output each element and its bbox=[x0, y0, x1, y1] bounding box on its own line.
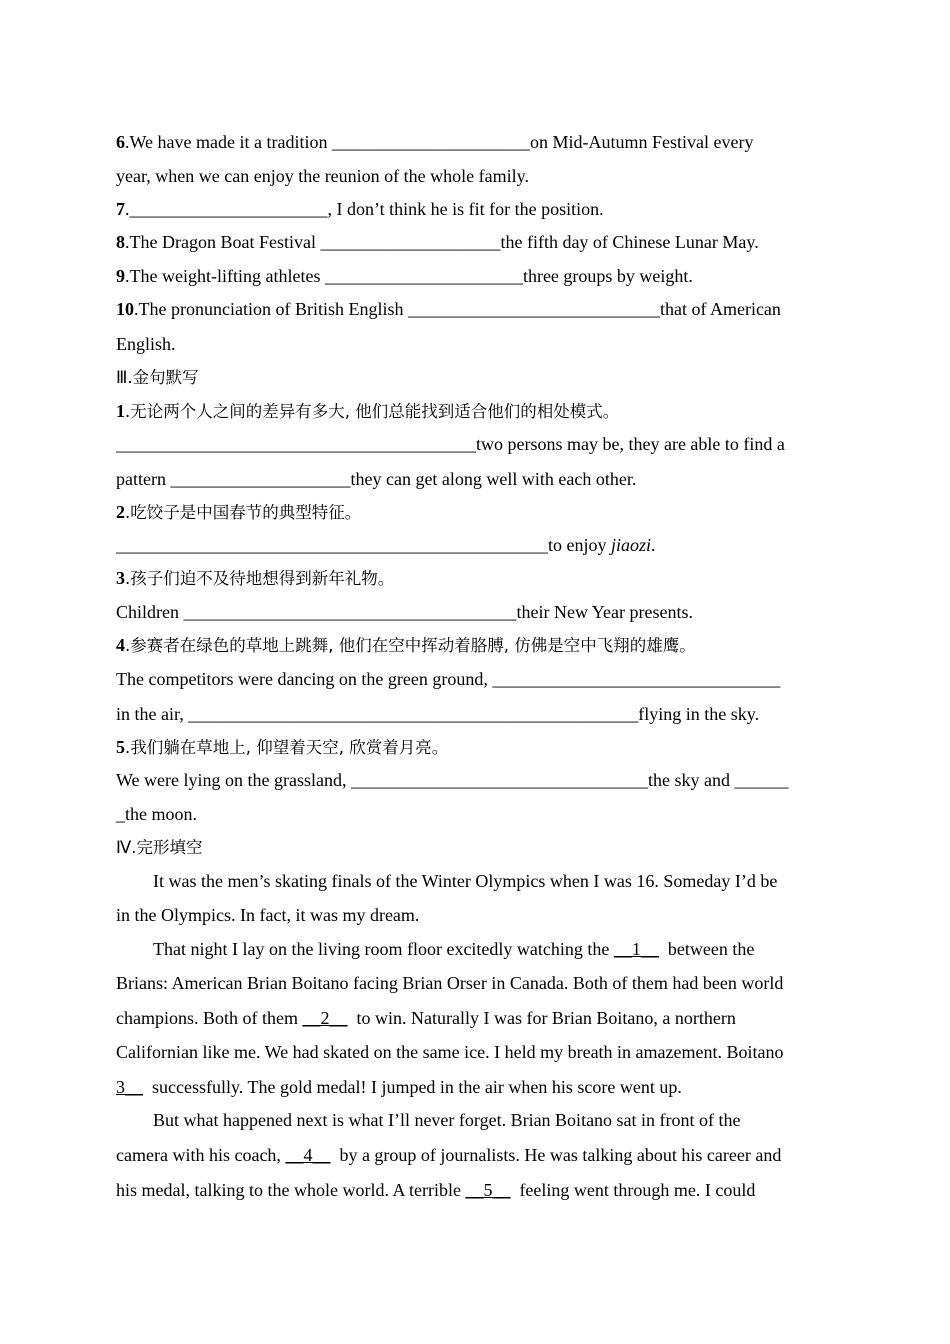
sentence-1-english-line-2: pattern ____________________they can get along well with each other. bbox=[116, 469, 637, 489]
question-7 bbox=[116, 198, 604, 220]
chinese-prompt: .无论两个人之间的差异有多大, 他们总能找到适合他们的相处模式。 bbox=[125, 402, 620, 421]
sentence-5-chinese bbox=[116, 736, 448, 759]
sentence-3-chinese bbox=[116, 567, 394, 590]
passage-text: feeling went through me. I could bbox=[510, 1180, 756, 1200]
sentence-5-english-line-1: We were lying on the grassland, _________________________________the sky and ______ bbox=[116, 770, 789, 790]
passage-text: successfully. The gold medal! I jumped in the air when his score went up. bbox=[143, 1077, 682, 1097]
sentence-number: 3 bbox=[116, 568, 125, 588]
question-number: 8 bbox=[116, 232, 125, 252]
english-text: ________________________________________________to enjoy bbox=[116, 535, 611, 555]
sentence-4-english-line-2: in the air, __________________________________________________flying in the sky. bbox=[116, 704, 760, 724]
sentence-4-chinese bbox=[116, 634, 696, 657]
question-10-line-1 bbox=[116, 298, 781, 320]
sentence-4-english-line-1: The competitors were dancing on the green ground, ________________________________ bbox=[116, 669, 781, 689]
sentence-number: 1 bbox=[116, 401, 125, 421]
sentence-2-english bbox=[116, 534, 656, 556]
question-text: .______________________, I don’t think he is fit for the position. bbox=[125, 199, 604, 219]
passage-p3-line-2 bbox=[116, 1144, 781, 1166]
question-number: 9 bbox=[116, 266, 125, 286]
passage-p3-line-3 bbox=[116, 1179, 755, 1201]
question-text: .The Dragon Boat Festival ____________________the fifth day of Chinese Lunar May. bbox=[125, 232, 759, 252]
section-3-heading: Ⅲ.金句默写 bbox=[116, 368, 199, 387]
blank-5: __5__ bbox=[465, 1180, 511, 1200]
passage-p1-line-1: It was the men’s skating finals of the Winter Olympics when I was 16. Someday I’d be bbox=[153, 871, 778, 891]
passage-p2-line-5 bbox=[116, 1076, 682, 1098]
chinese-prompt: .孩子们迫不及待地想得到新年礼物。 bbox=[125, 569, 395, 588]
chinese-prompt: .我们躺在草地上, 仰望着天空, 欣赏着月亮。 bbox=[125, 738, 449, 757]
passage-text: between the bbox=[658, 939, 755, 959]
sentence-1-chinese bbox=[116, 400, 619, 423]
section-4-heading: Ⅳ.完形填空 bbox=[116, 838, 203, 857]
italic-word: jiaozi bbox=[611, 535, 652, 555]
sentence-5-english-line-2: _the moon. bbox=[116, 804, 197, 824]
passage-p2-line-3 bbox=[116, 1007, 736, 1029]
question-8 bbox=[116, 231, 759, 253]
passage-p2-line-2: Brians: American Brian Boitano facing Brian Orser in Canada. Both of them had been world bbox=[116, 973, 784, 993]
blank-2: __2__ bbox=[302, 1008, 348, 1028]
sentence-2-chinese bbox=[116, 501, 361, 524]
blank-1: __1__ bbox=[613, 939, 659, 959]
blank-4: __4__ bbox=[285, 1145, 331, 1165]
punctuation: . bbox=[651, 535, 656, 555]
chinese-prompt: .吃饺子是中国春节的典型特征。 bbox=[125, 503, 362, 522]
passage-text: by a group of journalists. He was talking about his career and bbox=[330, 1145, 782, 1165]
sentence-number: 2 bbox=[116, 502, 125, 522]
blank-3: 3__ bbox=[116, 1077, 143, 1097]
question-number: 6 bbox=[116, 132, 125, 152]
question-6-line-1 bbox=[116, 131, 753, 153]
question-10-line-2: English. bbox=[116, 334, 176, 354]
sentence-number: 5 bbox=[116, 737, 125, 757]
question-number: 7 bbox=[116, 199, 125, 219]
question-text: .The pronunciation of British English ____________________________that of American bbox=[134, 299, 781, 319]
passage-text: camera with his coach, bbox=[116, 1145, 286, 1165]
sentence-1-english-line-1: ________________________________________two persons may be, they are able to find a bbox=[116, 434, 785, 454]
question-9 bbox=[116, 265, 693, 287]
sentence-3-english: Children _____________________________________their New Year presents. bbox=[116, 602, 693, 622]
sentence-number: 4 bbox=[116, 635, 125, 655]
passage-text: to win. Naturally I was for Brian Boitano, a northern bbox=[347, 1008, 736, 1028]
passage-p1-line-2: in the Olympics. In fact, it was my dream. bbox=[116, 905, 420, 925]
passage-p3-line-1: But what happened next is what I’ll never forget. Brian Boitano sat in front of the bbox=[153, 1110, 741, 1130]
question-text: .The weight-lifting athletes ______________________three groups by weight. bbox=[125, 266, 693, 286]
passage-text: champions. Both of them bbox=[116, 1008, 303, 1028]
passage-text: That night I lay on the living room floor excitedly watching the bbox=[153, 939, 614, 959]
question-6-line-2: year, when we can enjoy the reunion of the whole family. bbox=[116, 166, 529, 186]
question-text: .We have made it a tradition ______________________on Mid-Autumn Festival every bbox=[125, 132, 754, 152]
chinese-prompt: .参赛者在绿色的草地上跳舞, 他们在空中挥动着胳膊, 仿佛是空中飞翔的雄鹰。 bbox=[125, 636, 696, 655]
passage-p2-line-4: Californian like me. We had skated on the same ice. I held my breath in amazement. Boitano bbox=[116, 1042, 784, 1062]
question-number: 10 bbox=[116, 299, 134, 319]
passage-text: his medal, talking to the whole world. A terrible bbox=[116, 1180, 466, 1200]
passage-p2-line-1 bbox=[153, 938, 754, 960]
